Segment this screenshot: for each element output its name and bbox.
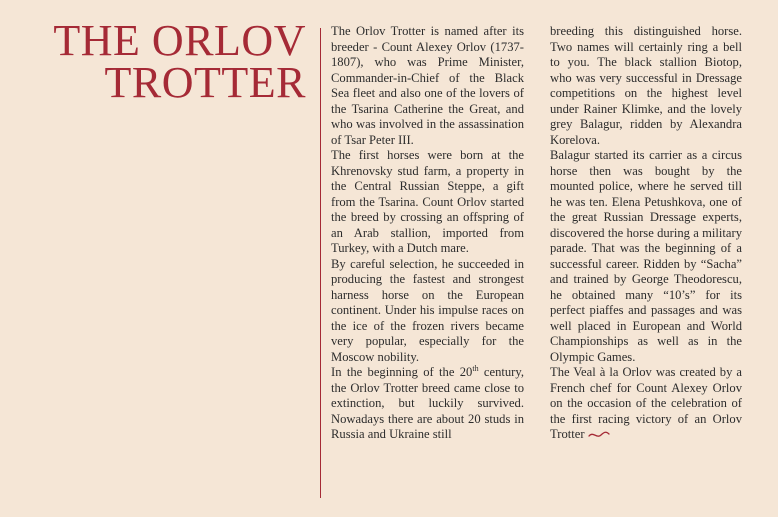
paragraph-veal	[550, 365, 742, 443]
page-title	[36, 16, 306, 107]
vertical-divider	[320, 28, 321, 498]
paragraph-balagur: Balagur started its carrier as a circus horse then was bought by the mounted police, where he served till he was ten. Elena Petushkova, one of the great Russian Dressage experts, discovered the horse during a military parade. That was the beginning of a successful career. Ridden by “Sacha” and trained by George Theodorescu, he obtained many “10’s” for its perfect piaffes and passages and was well placed in European and World Championships as well as in the Olympic Games.	[550, 148, 742, 364]
end-flourish-icon	[588, 431, 610, 439]
text-column-2	[550, 24, 742, 443]
paragraph-extinction-start: In the beginning of the 20	[331, 365, 473, 379]
paragraph-extinction-end: century, the Orlov Trotter breed came close to extinction, but luckily survived. Nowadays there are about 20 studs in Russia and Ukraine still	[331, 365, 524, 441]
paragraph-veal-text: The Veal à la Orlov was created by a French chef for Count Alexey Orlov on the occasion of the celebration of the first racing victory of an Orlov Trotter	[550, 365, 742, 441]
paragraph-selection: By careful selection, he succeeded in producing the fastest and strongest harness horse on the European continent. Under his impulse races on the ice of the frozen rivers became very popular, especially for the Moscow nobility.	[331, 256, 524, 364]
title-line-1: THE ORLOV	[53, 16, 306, 65]
ordinal-superscript: th	[472, 363, 479, 373]
paragraph-breeder: The Orlov Trotter is named after its breeder - Count Alexey Orlov (1737-1807), who was Prime Minister, Commander-in-Chief of the Black Sea fleet and also one of the lovers of the Tsarina Catherine the Great, and who was involved in the assassination of Tsar Peter III.	[331, 24, 524, 147]
paragraph-extinction	[331, 365, 524, 443]
paragraph-famous-horses: breeding this distinguished horse. Two names will certainly ring a bell to you. The black stallion Biotop, who was very successful in Dressage competitions on the highest level under Rainer Klimke, and the lovely grey Balagur, ridden by Alexandra Korelova.	[550, 24, 742, 147]
title-line-2: TROTTER	[104, 58, 306, 107]
paragraph-first-horses: The first horses were born at the Khrenovsky stud farm, a property in the Central Russian Steppe, a gift from the Tsarina. Count Orlov started the breed by crossing an offspring of an Arab stallion, imported from Turkey, with a Dutch mare.	[331, 148, 524, 255]
text-column-1	[331, 24, 524, 443]
